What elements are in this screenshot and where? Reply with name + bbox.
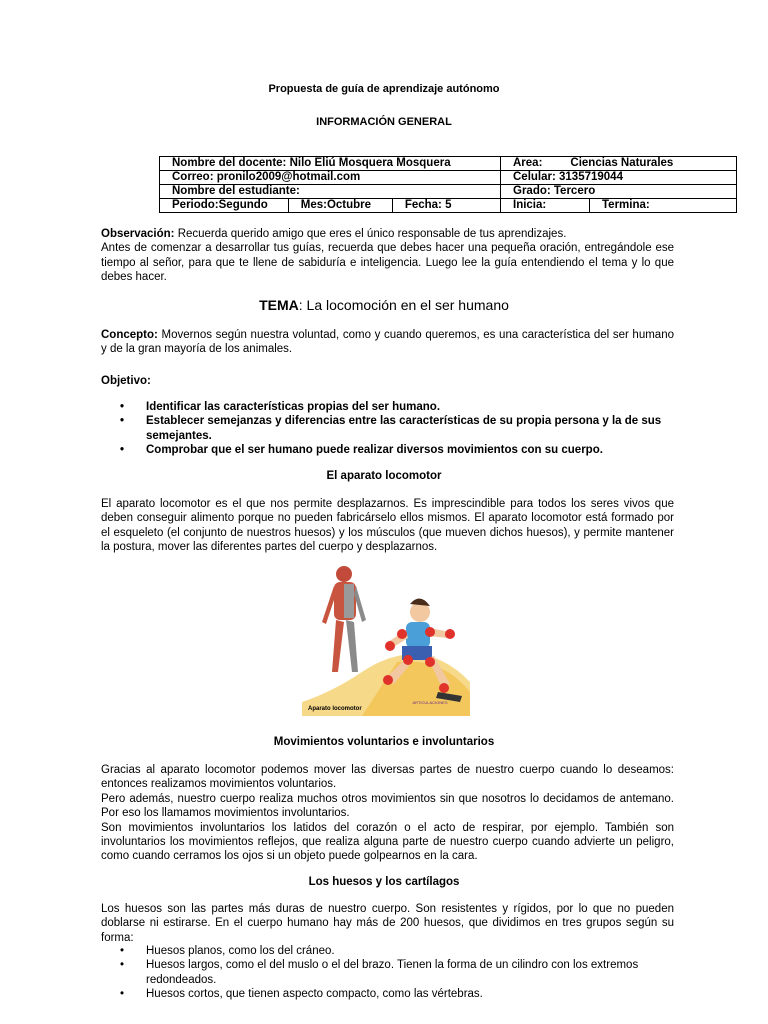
- concepto-label: Concepto:: [101, 329, 158, 341]
- movimientos-paragraph: [101, 763, 674, 864]
- periodo-cell: Periodo:Segundo: [160, 199, 289, 213]
- objetivo-item-text: Comprobar que el ser humano puede realizar diversos movimientos con su cuerpo.: [146, 444, 603, 457]
- objetivo-item-text: Establecer semejanzas y diferencias entre las características de su propia persona y la de sus semejantes.: [146, 415, 662, 442]
- objetivo-list: [101, 400, 674, 458]
- objetivo-item-text: Identificar las características propias del ser humano.: [146, 401, 441, 413]
- objetivo-label: [101, 374, 674, 388]
- area-cell: [501, 157, 737, 171]
- movimientos-text-1: Gracias al aparato locomotor podemos mover las diversas partes de nuestro cuerpo cuando lo deseamos: entonces realizamos movimientos voluntarios.: [101, 764, 674, 791]
- tema-label: TEMA: [259, 297, 299, 313]
- list-item: [101, 944, 674, 958]
- observacion-text-2: Antes de comenzar a desarrollar tus guías, recuerda que debes hacer una pequeña oración, entregándole ese tiempo al señor, para que te llene de sabiduría e inteligencia. Luego lee la guía entendiendo el tema y lo que debes hacer.: [101, 242, 674, 284]
- area-label: Área:: [513, 157, 543, 169]
- huesos-item-text: Huesos cortos, que tienen aspecto compacto, como las vértebras.: [146, 988, 483, 1001]
- tema-text: : La locomoción en el ser humano: [298, 297, 509, 313]
- bullet-icon: •: [120, 945, 125, 957]
- movimientos-text-2: Pero además, nuestro cuerpo realiza muchos otros movimientos sin que nosotros lo decidamos de antemano. Por eso los llamamos movimientos involuntarios.: [101, 792, 674, 820]
- bullet-icon: •: [120, 415, 125, 428]
- huesos-item-text: Huesos planos, como los del cráneo.: [146, 945, 335, 957]
- section-title-informacion-general: INFORMACIÓN GENERAL: [316, 116, 452, 128]
- aparato-heading: El aparato locomotor: [326, 470, 442, 482]
- general-info-table: [159, 156, 737, 213]
- observacion-text: Recuerda querido amigo que eres el único responsable de tus aprendizajes.: [174, 228, 567, 240]
- celular-cell: Celular: 3135719044: [501, 171, 737, 185]
- mes-cell: Mes:Octubre: [288, 199, 392, 213]
- observacion-paragraph: [101, 227, 674, 285]
- bullet-icon: •: [120, 959, 125, 972]
- document-title: Propuesta de guía de aprendizaje autónomo: [268, 83, 500, 95]
- aparato-locomotor-illustration: [302, 562, 470, 716]
- grado-cell: Grado: Tercero: [501, 185, 737, 199]
- image-caption: Aparato locomotor: [308, 706, 362, 712]
- correo-cell: Correo: pronilo2009@hotmail.com: [160, 171, 501, 185]
- observacion-label: Observación:: [101, 228, 175, 240]
- concepto-text: Movernos según nuestra voluntad, como y cuando queremos, es una característica del ser humano y de la gran mayoría de los animales.: [101, 329, 674, 356]
- bullet-icon: •: [120, 401, 125, 413]
- bullet-icon: •: [120, 988, 125, 1001]
- area-value: Ciencias Naturales: [570, 157, 674, 169]
- huesos-list: [101, 944, 674, 1002]
- huesos-paragraph: Los huesos son las partes más duras de nuestro cuerpo. Son resistentes y rígidos, por lo que no pueden doblarse ni estirarse. En el cuerpo humano hay más de 200 huesos, que dividimos en tres grupos según su forma:: [101, 903, 674, 944]
- concepto-paragraph: [101, 328, 674, 357]
- list-item: [101, 443, 674, 457]
- objetivo-label-text: Objetivo:: [101, 375, 151, 387]
- aparato-paragraph: El aparato locomotor es el que nos permite desplazarnos. Es imprescindible para todos los seres vivos que deben conseguir alimento porque no pueden fabricárselo ellos mismos. El aparato locomotor está formado por el esqueleto (el conjunto de nuestros huesos) y los músculos (que mueven dichos huesos), y permite mantener la postura, mover las diferentes partes del cuerpo y desplazarnos.: [101, 498, 674, 554]
- huesos-item-text: Huesos largos, como el del muslo o el del brazo. Tienen la forma de un cilindro con los extremos redondeados.: [146, 959, 639, 986]
- list-item: [101, 414, 674, 443]
- huesos-heading: Los huesos y los cartílagos: [308, 876, 460, 888]
- list-item: [101, 400, 674, 414]
- tema-heading: [0, 297, 768, 313]
- termina-cell: Termina:: [590, 199, 737, 213]
- image-label-articulaciones: ARTICULACIONES: [412, 700, 448, 705]
- list-item: [101, 987, 674, 1001]
- movimientos-text-3: Son movimientos involuntarios los latidos del corazón o el acto de respirar, por ejemplo. También son involuntarios los movimientos reflejos, que realiza alguna parte de nuestro cuerpo cuando advierte un peligro, como cuando cerramos los ojos si un objeto puede golpearnos en la cara.: [101, 821, 674, 863]
- estudiante-cell: Nombre del estudiante:: [160, 185, 501, 199]
- movimientos-heading: Movimientos voluntarios e involuntarios: [273, 736, 495, 748]
- bullet-icon: •: [120, 444, 125, 457]
- docente-cell: Nombre del docente: Nilo Eliú Mosquera Mosquera: [160, 157, 501, 171]
- fecha-cell: Fecha: 5: [392, 199, 500, 213]
- inicia-cell: Inicia:: [501, 199, 590, 213]
- list-item: [101, 958, 674, 987]
